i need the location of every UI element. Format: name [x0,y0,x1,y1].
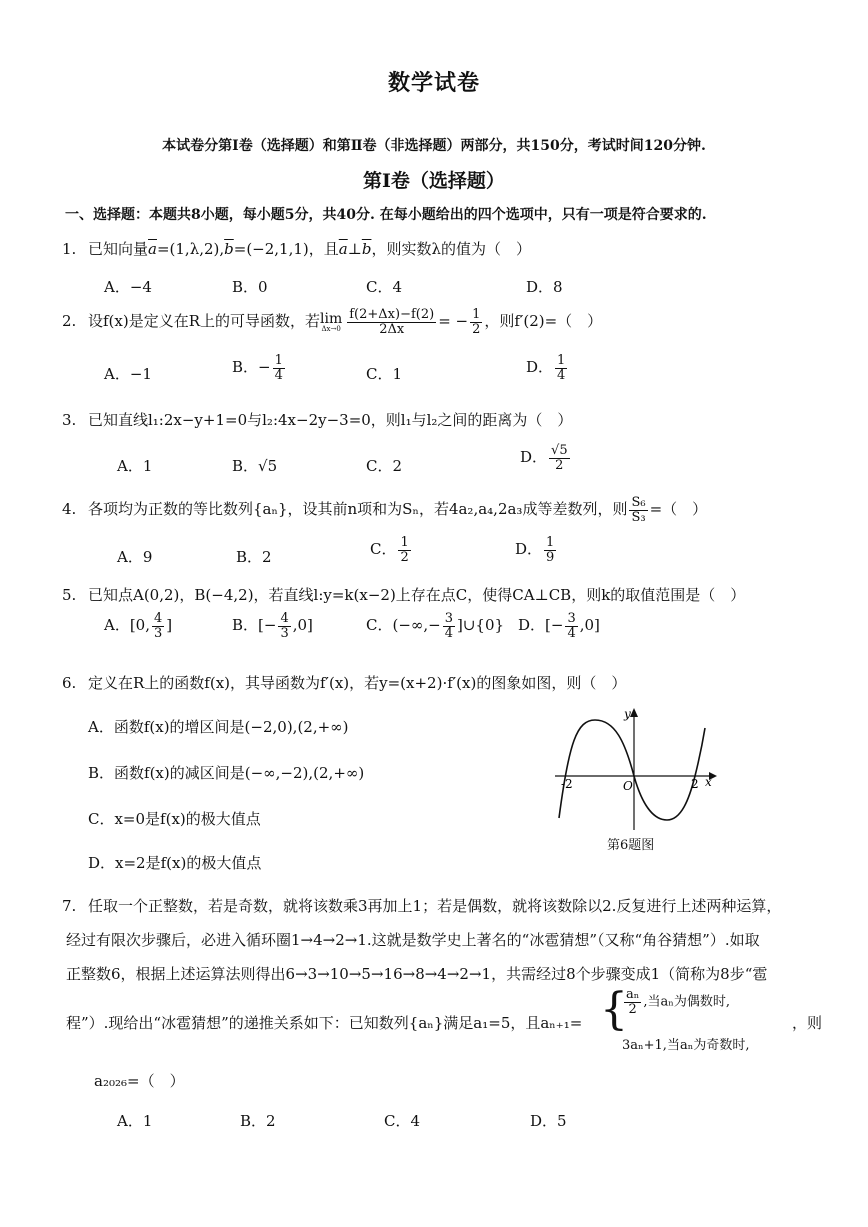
brace-symbol: { [600,984,628,1035]
q7-line: a₂₀₂₆=（ ） [94,1072,185,1090]
q1-text: =(1,λ,2), [156,240,225,258]
q1-text: 已知向量 [88,240,149,258]
option-d-label: D． [520,448,548,467]
fraction [152,612,164,640]
fraction [443,612,455,640]
denominator: 2 [628,1001,637,1017]
q2-text: 设f(x)是定义在R上的可导函数，若 [88,312,321,331]
option-d[interactable]: D．x=2是f(x)的极大值点 [88,854,262,872]
option-a[interactable]: A．−4 [104,278,152,296]
option-b[interactable]: B．0 [232,278,268,296]
option-a-label: A．[0, [104,616,150,635]
option-d-close: ,0] [579,616,600,635]
option-b[interactable]: B．2 [240,1112,276,1130]
numerator: 3 [444,611,454,626]
numerator: 4 [280,611,289,626]
q3-text: 已知直线l₁:2x−y+1=0与l₂:4x−2y−3=0，则l₁与l₂之间的距离为（ ） [88,411,573,429]
option-d[interactable] [526,354,569,382]
option-c[interactable] [366,612,504,640]
option-b[interactable]: B．√5 [232,457,278,475]
numerator: 3 [567,611,576,626]
question-number: 4. [62,500,77,519]
vector-a: $\overline{a}$ [338,240,348,258]
y-axis-label: y [624,707,631,721]
option-d[interactable] [518,612,600,640]
denominator: S₃ [631,509,646,525]
q7-text: 程”）.现给出“冰雹猜想”的递推关系如下：已知数列{aₙ}满足a₁=5，且aₙ₊₁= [66,1014,583,1032]
option-d[interactable] [520,444,572,472]
fraction [544,536,556,564]
fraction [398,536,410,564]
piecewise-case-odd: 3aₙ+1,当aₙ为奇数时, [622,1038,750,1053]
option-d-label: D．[− [518,616,564,635]
lim-label: lim [320,310,343,327]
case-text: ,当aₙ为偶数时, [643,994,731,1010]
q1-text: ，则实数λ的值为（ ） [371,240,531,258]
q7-line: 经过有限次步骤后，必进入循环圈1→4→2→1.这就是数学史上著名的“冰雹猜想”（又称“角谷猜想”）.如取 [66,931,760,949]
option-b-close: ,0] [292,616,313,635]
question-1 [62,238,531,259]
question-5 [62,584,745,605]
denominator: 2Δx [379,321,405,337]
denominator: 4 [274,367,283,383]
question-2 [62,308,602,336]
option-b[interactable]: B．2 [236,548,272,566]
q7-line: 正整数6，根据上述运算法则得出6→3→10→5→16→8→4→2→1，共需经过8个步骤变成1（简称为8步“雹 [66,965,768,983]
figure-caption: 第6题图 [607,838,655,853]
option-b[interactable] [232,354,287,382]
option-c[interactable]: C．1 [366,365,403,383]
y-axis-arrow [630,708,638,717]
q2-text: = − [438,312,469,331]
part-title: 第Ⅰ卷（选择题） [363,170,505,192]
vector-b: $\overline{b}$ [361,240,372,258]
question-number: 3. [62,411,77,429]
option-c-label: C． [370,540,397,559]
question-3 [62,409,572,430]
vector-a: $\overline{a}$ [148,240,157,258]
fraction [549,444,570,472]
origin-label: O [623,779,633,793]
q7-text: 任取一个正整数，若是奇数，就将该数乘3再加上1；若是偶数，就将该数除以2.反复进行上述两种运算， [88,897,782,915]
option-b-label: B．− [232,358,271,377]
denominator: 2 [555,457,564,473]
q4-text: 各项均为正数的等比数列{aₙ}，设其前n项和为Sₙ，若4a₂,a₄,2a₃成等差数列，则 [88,500,628,519]
limit-symbol [320,312,342,333]
perp-symbol: ⊥ [347,240,362,258]
question-7 [62,895,781,916]
tick-label-pos: 2 [691,777,699,791]
denominator: 4 [444,625,454,641]
fraction [347,308,436,336]
option-b[interactable]: B．函数f(x)的减区间是(−∞,−2),(2,+∞) [88,764,365,782]
option-c[interactable]: C．2 [366,457,403,475]
fraction [629,496,647,524]
option-d-label: D． [526,358,554,377]
numerator: 1 [274,353,283,368]
question-6 [62,672,626,693]
numerator: 1 [546,535,555,550]
exam-intro: 本试卷分第Ⅰ卷（选择题）和第Ⅱ卷（非选择题）两部分，共150分，考试时间120分钟. [162,138,706,154]
fraction [273,354,285,382]
denominator: 4 [557,367,566,383]
numerator: f(2+Δx)−f(2) [349,307,435,322]
tick-label-neg: -2 [561,777,573,791]
lim-sub: Δx→0 [321,324,341,333]
numerator: 4 [154,611,163,626]
question-number: 7. [62,897,77,915]
q7-text: ，则 [792,1014,823,1032]
piecewise-case-even [622,988,730,1016]
option-c[interactable] [370,536,413,564]
fraction [565,612,577,640]
exam-title: 数学试卷 [387,70,480,96]
fraction [624,988,641,1016]
question-4 [62,496,707,524]
vector-b: $\overline{b}$ [224,240,234,258]
x-axis-label: x [705,775,712,789]
denominator: 3 [280,625,289,641]
numerator: S₆ [631,495,646,510]
option-a[interactable]: A．函数f(x)的增区间是(−2,0),(2,+∞) [88,718,349,736]
option-c[interactable]: C．4 [384,1112,421,1130]
numerator: aₙ [626,987,640,1002]
numerator: √5 [551,443,568,458]
function-graph [555,700,723,835]
option-d[interactable]: D．8 [526,278,563,296]
option-b-label: B．[− [232,616,277,635]
q4-text: =（ ） [649,500,708,519]
denominator: 4 [567,625,576,641]
section-heading: 一、选择题：本题共8小题，每小题5分，共40分. 在每小题给出的四个选项中，只有一项是符合要求的. [65,207,707,223]
option-b[interactable] [232,612,313,640]
denominator: 3 [154,625,163,641]
option-d[interactable]: D．5 [530,1112,567,1130]
question-number: 2. [62,312,77,331]
question-number: 1. [62,240,77,258]
fraction [555,354,567,382]
option-c[interactable]: C．4 [366,278,403,296]
question-number: 5. [62,586,77,604]
option-a[interactable]: A．1 [117,457,153,475]
option-a-close: ] [166,616,173,635]
q1-text: =(−2,1,1)，且 [233,240,339,258]
q2-text: ，则f′(2)=（ ） [484,312,603,331]
denominator: 2 [472,321,481,337]
curve [559,720,705,820]
option-a[interactable] [104,612,172,640]
numerator: 1 [557,353,566,368]
question-number: 6. [62,674,77,692]
numerator: 1 [400,535,409,550]
fraction [278,612,290,640]
option-a[interactable]: A．9 [117,548,153,566]
numerator: 1 [472,307,481,322]
option-a[interactable]: A．−1 [104,365,152,383]
option-c[interactable]: C．x=0是f(x)的极大值点 [88,810,261,828]
fraction [470,308,482,336]
option-c-label: C．(−∞,− [366,616,441,635]
denominator: 9 [546,549,555,565]
q6-text: 定义在R上的函数f(x)，其导函数为f′(x)，若y=(x+2)·f′(x)的图象如图，则（ ） [88,674,627,692]
option-d-label: D． [515,540,543,559]
option-d[interactable] [515,536,558,564]
q5-text: 已知点A(0,2)，B(−4,2)，若直线l:y=k(x−2)上存在点C，使得CA⊥CB，则k的取值范围是（ ） [88,586,746,604]
option-a[interactable]: A．1 [117,1112,153,1130]
denominator: 2 [400,549,409,565]
option-c-close: ]∪{0} [457,616,505,635]
